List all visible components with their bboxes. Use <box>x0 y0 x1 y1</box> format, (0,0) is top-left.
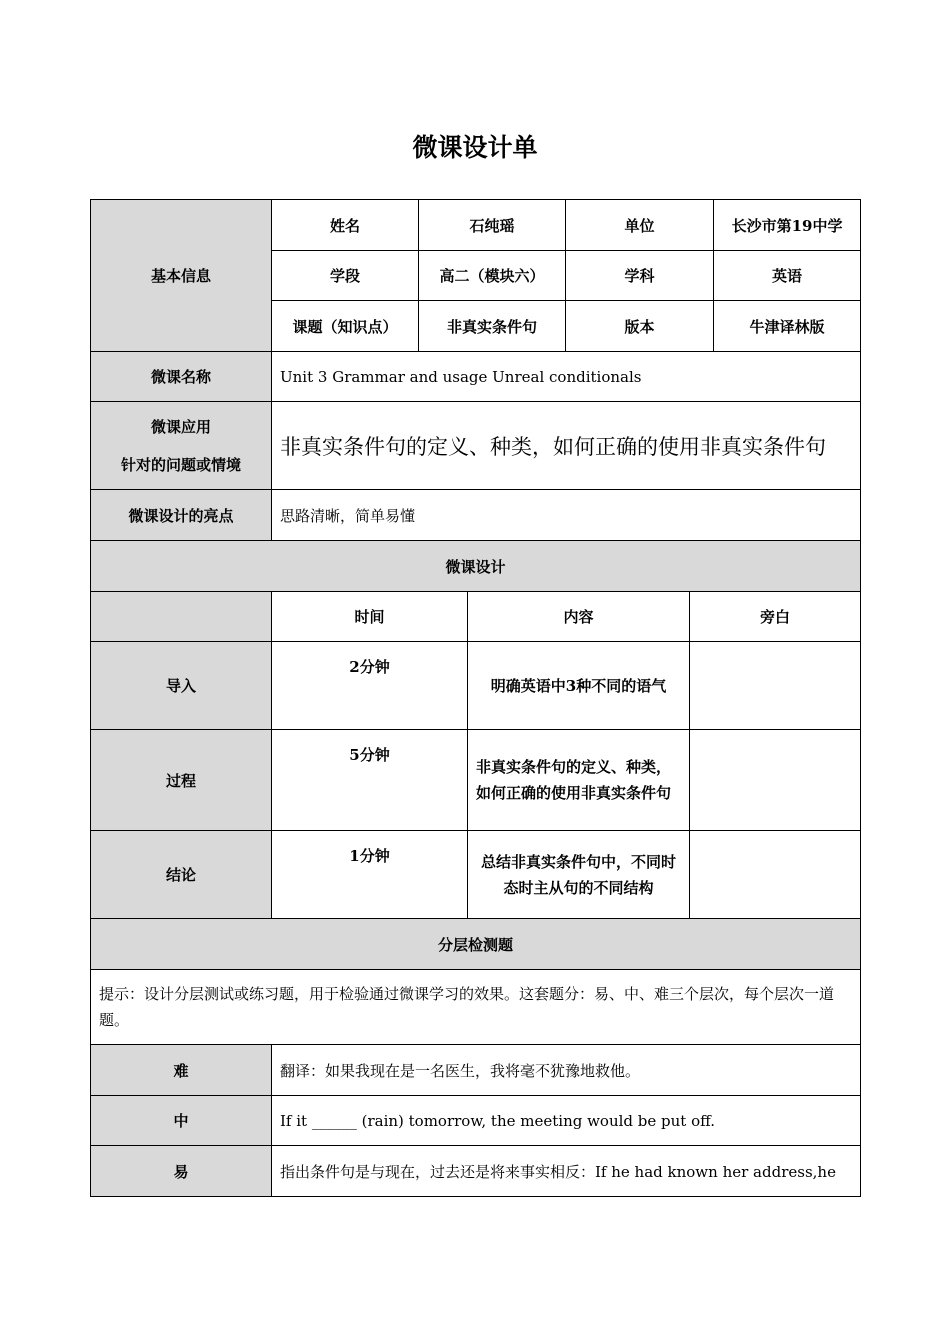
stage-narration-conclusion <box>690 831 861 919</box>
highlight-row <box>91 490 861 541</box>
level-label-easy: 易 <box>91 1146 272 1197</box>
application-label <box>91 402 272 490</box>
level-question-easy: 指出条件句是与现在，过去还是将来事实相反：If he had known her address,he <box>272 1146 861 1197</box>
application-label-line2: 针对的问题或情境 <box>120 455 241 474</box>
topic-value: 非真实条件句 <box>419 301 566 352</box>
stage-time-intro: 2分钟 <box>272 642 468 730</box>
test-section-row <box>91 919 861 970</box>
test-hint-row <box>91 970 861 1045</box>
basic-info-label: 基本信息 <box>91 200 272 352</box>
test-section-label: 分层检测题 <box>91 919 861 970</box>
design-section-row <box>91 541 861 592</box>
level-label-medium: 中 <box>91 1096 272 1146</box>
stage-content-process: 非真实条件句的定义、种类，如何正确的使用非真实条件句 <box>468 730 690 831</box>
name-label: 姓名 <box>272 200 419 251</box>
application-label-line1: 微课应用 <box>150 417 211 436</box>
level-row-easy <box>91 1146 861 1197</box>
stage-row-conclusion <box>91 831 861 919</box>
design-header-row <box>91 592 861 642</box>
stage-time-conclusion: 1分钟 <box>272 831 468 919</box>
level-question-hard: 翻译：如果我现在是一名医生，我将毫不犹豫地救他。 <box>272 1045 861 1096</box>
basic-info-row-1 <box>91 200 861 251</box>
stage-narration-intro <box>690 642 861 730</box>
topic-label: 课题（知识点） <box>272 301 419 352</box>
level-question-medium: If it ______ (rain) tomorrow, the meeting would be put off. <box>272 1096 861 1146</box>
stage-content-conclusion: 总结非真实条件句中，不同时态时主从句的不同结构 <box>468 831 690 919</box>
stage-content-intro: 明确英语中3种不同的语气 <box>468 642 690 730</box>
micro-lesson-design-table <box>90 199 861 1197</box>
level-row-hard <box>91 1045 861 1096</box>
subject-label: 学科 <box>566 251 714 301</box>
stage-value: 高二（模块六） <box>419 251 566 301</box>
stage-label-intro: 导入 <box>91 642 272 730</box>
subject-value: 英语 <box>714 251 861 301</box>
page-title: 微课设计单 <box>412 133 538 162</box>
lesson-name-label: 微课名称 <box>91 352 272 402</box>
lesson-name-value: Unit 3 Grammar and usage Unreal conditionals <box>272 352 861 402</box>
level-label-hard: 难 <box>91 1045 272 1096</box>
content-column-header: 内容 <box>468 592 690 642</box>
edition-value: 牛津译林版 <box>714 301 861 352</box>
stage-narration-process <box>690 730 861 831</box>
design-section-label: 微课设计 <box>91 541 861 592</box>
edition-label: 版本 <box>566 301 714 352</box>
test-hint: 提示：设计分层测试或练习题，用于检验通过微课学习的效果。这套题分：易、中、难三个层次，每个层次一道题。 <box>91 970 861 1045</box>
lesson-name-row <box>91 352 861 402</box>
stage-label-process: 过程 <box>91 730 272 831</box>
application-value: 非真实条件句的定义、种类，如何正确的使用非真实条件句 <box>272 402 861 490</box>
level-row-medium <box>91 1096 861 1146</box>
name-value: 石纯瑶 <box>419 200 566 251</box>
stage-row-process <box>91 730 861 831</box>
stage-label: 学段 <box>272 251 419 301</box>
application-row <box>91 402 861 490</box>
highlight-label: 微课设计的亮点 <box>91 490 272 541</box>
stage-time-process: 5分钟 <box>272 730 468 831</box>
narration-column-header: 旁白 <box>690 592 861 642</box>
unit-label: 单位 <box>566 200 714 251</box>
highlight-value: 思路清晰，简单易懂 <box>272 490 861 541</box>
design-header-blank <box>91 592 272 642</box>
time-column-header: 时间 <box>272 592 468 642</box>
stage-label-conclusion: 结论 <box>91 831 272 919</box>
unit-value: 长沙市第19中学 <box>714 200 861 251</box>
stage-row-intro <box>91 642 861 730</box>
